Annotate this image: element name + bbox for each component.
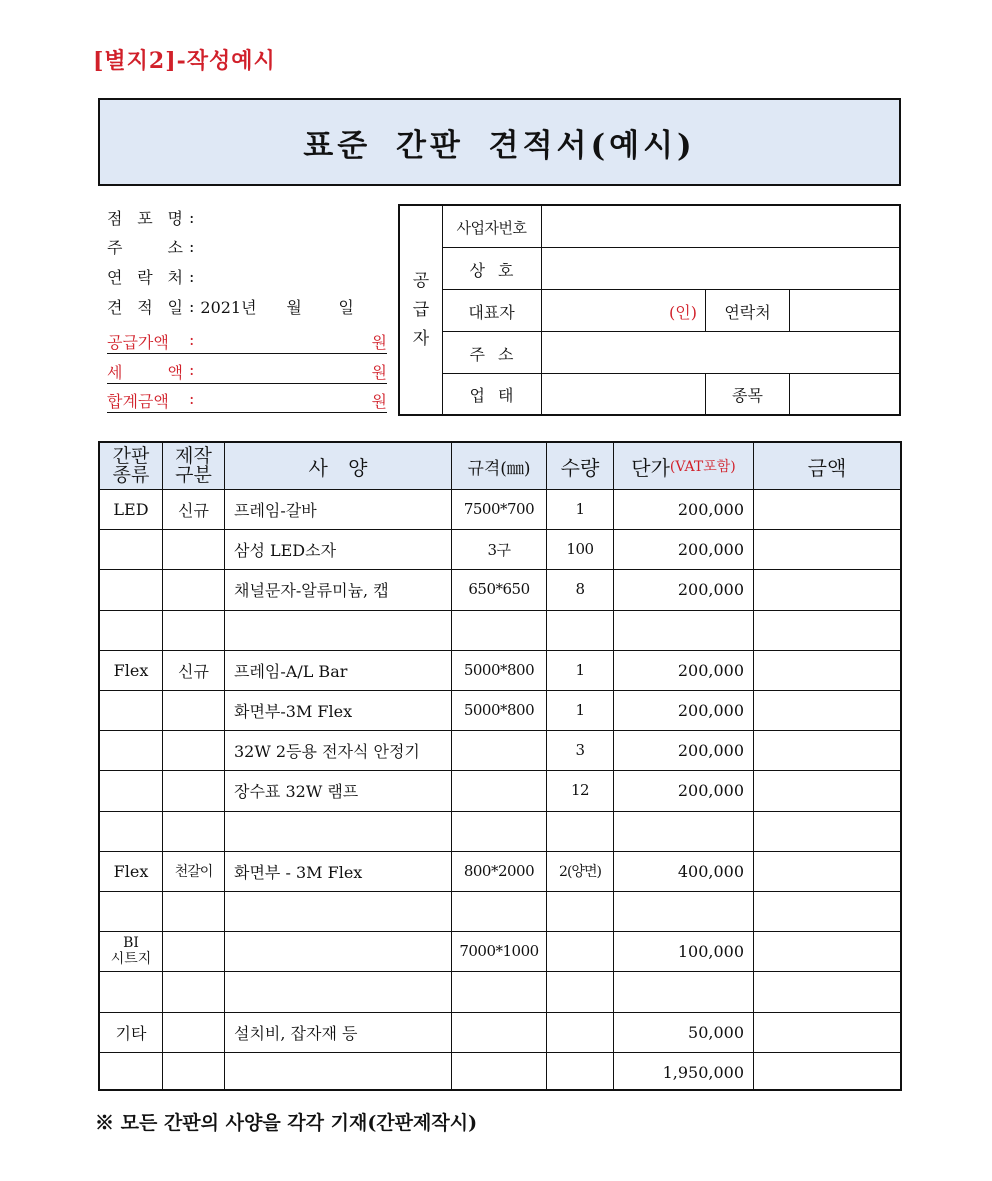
supply-amount-row bbox=[107, 329, 387, 354]
sign-type-line: BI bbox=[123, 935, 139, 951]
cell-amount bbox=[754, 610, 900, 650]
cell-production-type bbox=[163, 891, 224, 931]
document-title: 표준 간판 견적서(예시) bbox=[303, 127, 696, 164]
cell-size bbox=[452, 971, 546, 1011]
cell-spec bbox=[225, 931, 451, 971]
cell-production-type bbox=[163, 971, 224, 1011]
tax-amount-row bbox=[107, 359, 387, 384]
cell-quantity: 3 bbox=[575, 741, 585, 759]
store-name-label: 점 포 명 bbox=[107, 208, 183, 228]
cell-amount bbox=[754, 1052, 900, 1092]
cell-amount bbox=[754, 529, 900, 569]
cell-sign-type bbox=[100, 730, 162, 770]
total-amount-row bbox=[107, 388, 387, 413]
cell-production-type bbox=[163, 1052, 224, 1092]
seal-mark: (인) bbox=[669, 302, 697, 322]
month-label: 월 bbox=[286, 297, 302, 317]
cell-production-type: 천갈이 bbox=[174, 864, 213, 880]
vat-note: (VAT포함) bbox=[669, 459, 736, 475]
supplier-char: 공 bbox=[412, 270, 430, 291]
cell-unit-price: 50,000 bbox=[688, 1022, 744, 1042]
cell-production-type: 신규 bbox=[178, 500, 209, 520]
cell-spec: 프레임-A/L Bar bbox=[234, 661, 348, 681]
cell-amount bbox=[754, 770, 900, 810]
cell-sign-type bbox=[100, 770, 162, 810]
cell-amount bbox=[754, 851, 900, 891]
cell-size: 5000*800 bbox=[463, 701, 535, 719]
cell-amount bbox=[754, 650, 900, 690]
cell-sign-type bbox=[100, 569, 162, 609]
cell-production-type bbox=[163, 529, 224, 569]
cell-spec: 32W 2등용 전자식 안정기 bbox=[234, 741, 420, 761]
day-label: 일 bbox=[338, 297, 354, 317]
cell-sign-type bbox=[100, 811, 162, 851]
header-sign-type bbox=[100, 443, 162, 489]
won-unit: 원 bbox=[371, 391, 387, 411]
cell-size bbox=[452, 811, 546, 851]
cell-amount bbox=[754, 690, 900, 730]
table-header bbox=[100, 443, 900, 490]
sign-type-line: 시트지 bbox=[110, 951, 152, 967]
supplier-contact-value[interactable] bbox=[790, 290, 901, 332]
cell-size: 650*650 bbox=[468, 580, 530, 598]
header-text: 구분 bbox=[175, 464, 212, 486]
cell-spec: 설치비, 잡자재 등 bbox=[234, 1023, 358, 1043]
cell-size: 3구 bbox=[487, 540, 511, 559]
cell-production-type bbox=[163, 569, 224, 609]
cell-amount bbox=[754, 891, 900, 931]
cell-sign-type: Flex bbox=[113, 861, 149, 881]
cell-spec: 화면부 - 3M Flex bbox=[234, 862, 363, 882]
cell-spec bbox=[225, 811, 451, 851]
cell-quantity bbox=[547, 971, 613, 1011]
cell-size: 5000*800 bbox=[463, 661, 535, 679]
colon: : bbox=[189, 359, 195, 379]
cell-sign-type bbox=[100, 931, 162, 971]
header-size: 규격(㎜) bbox=[467, 458, 531, 479]
cell-unit-price: 400,000 bbox=[677, 861, 744, 881]
address-label: 주 소 bbox=[107, 237, 183, 257]
colon: : bbox=[189, 329, 195, 349]
cell-unit-price: 1,950,000 bbox=[662, 1062, 744, 1082]
cell-sign-type bbox=[100, 891, 162, 931]
cell-quantity: 8 bbox=[575, 580, 585, 598]
cell-production-type bbox=[163, 610, 224, 650]
cell-unit-price: 200,000 bbox=[677, 499, 744, 519]
cell-unit-price bbox=[614, 811, 753, 851]
colon: : bbox=[189, 296, 195, 316]
cell-quantity: 12 bbox=[570, 781, 590, 799]
business-item-value[interactable] bbox=[790, 374, 901, 414]
title-banner bbox=[98, 98, 901, 186]
cell-quantity bbox=[547, 931, 613, 971]
footnote: ※ 모든 간판의 사양을 각각 기재(간판제작시) bbox=[95, 1112, 478, 1134]
cell-amount bbox=[754, 489, 900, 529]
cell-spec: 프레임-갈바 bbox=[234, 500, 317, 520]
header-spec: 사 양 bbox=[308, 455, 368, 480]
cell-amount bbox=[754, 1012, 900, 1052]
cell-size: 7500*700 bbox=[463, 500, 535, 518]
supplier-table bbox=[398, 204, 901, 416]
cell-size: 800*2000 bbox=[463, 862, 535, 880]
supplier-address-value[interactable] bbox=[542, 332, 901, 374]
supplier-contact-label: 연락처 bbox=[724, 302, 771, 322]
cell-size bbox=[452, 1012, 546, 1052]
cell-sign-type: 기타 bbox=[115, 1023, 147, 1043]
won-unit: 원 bbox=[371, 362, 387, 382]
address-row bbox=[107, 234, 194, 258]
cell-quantity bbox=[547, 610, 613, 650]
supplier-char: 자 bbox=[412, 328, 430, 349]
cell-size bbox=[452, 730, 546, 770]
header-text: 단가 bbox=[631, 455, 670, 480]
cell-size bbox=[452, 770, 546, 810]
cell-sign-type: Flex bbox=[113, 660, 149, 680]
total-amount-label: 합계금액 bbox=[107, 391, 169, 411]
cell-quantity bbox=[547, 1012, 613, 1052]
year-value: 2021년 bbox=[200, 297, 257, 317]
header-quantity: 수량 bbox=[560, 455, 600, 480]
form-heading: [별지2]-작성예시 bbox=[93, 48, 276, 74]
cell-unit-price bbox=[614, 610, 753, 650]
colon: : bbox=[189, 388, 195, 408]
cell-production-type bbox=[163, 1012, 224, 1052]
header-unit-price bbox=[614, 443, 753, 489]
cell-unit-price: 200,000 bbox=[677, 780, 744, 800]
estimate-table bbox=[98, 441, 902, 1091]
supplier-char: 급 bbox=[412, 299, 430, 320]
cell-size bbox=[452, 1052, 546, 1092]
cell-spec: 삼성 LED소자 bbox=[234, 540, 337, 560]
cell-quantity: 1 bbox=[575, 500, 585, 518]
business-type-value[interactable] bbox=[542, 374, 705, 414]
header-text: 제작 bbox=[175, 445, 212, 467]
cell-amount bbox=[754, 569, 900, 609]
tax-amount-label: 세 액 bbox=[107, 362, 183, 382]
colon: : bbox=[189, 266, 195, 286]
cell-size bbox=[452, 891, 546, 931]
colon: : bbox=[189, 236, 195, 256]
contact-row bbox=[107, 264, 194, 288]
cell-production-type bbox=[163, 730, 224, 770]
cell-spec: 채널문자-알류미늄, 캡 bbox=[234, 580, 389, 600]
cell-amount bbox=[754, 730, 900, 770]
cell-amount bbox=[754, 811, 900, 851]
cell-unit-price bbox=[614, 971, 753, 1011]
cell-spec bbox=[225, 610, 451, 650]
cell-quantity: 2(양면) bbox=[559, 864, 601, 880]
cell-spec bbox=[225, 891, 451, 931]
company-label: 상 호 bbox=[469, 260, 514, 280]
estimate-date-label: 견 적 일 bbox=[107, 297, 183, 317]
header-text: 간판 bbox=[112, 445, 150, 467]
cell-sign-type bbox=[100, 529, 162, 569]
won-unit: 원 bbox=[371, 332, 387, 352]
cell-sign-type bbox=[100, 610, 162, 650]
cell-amount bbox=[754, 971, 900, 1011]
cell-unit-price: 200,000 bbox=[677, 539, 744, 559]
business-item-label: 종목 bbox=[732, 385, 763, 405]
cell-production-type bbox=[163, 770, 224, 810]
cell-size bbox=[452, 610, 546, 650]
cell-sign-type bbox=[100, 971, 162, 1011]
cell-unit-price: 200,000 bbox=[677, 740, 744, 760]
cell-sign-type bbox=[100, 1052, 162, 1092]
cell-spec bbox=[225, 1052, 451, 1092]
cell-unit-price: 200,000 bbox=[677, 579, 744, 599]
cell-unit-price: 200,000 bbox=[677, 660, 744, 680]
contact-label: 연 락 처 bbox=[107, 267, 183, 287]
company-value[interactable] bbox=[542, 248, 901, 290]
representative-label: 대표자 bbox=[468, 302, 515, 322]
header-production-type bbox=[163, 443, 224, 489]
biz-number-label: 사업자번호 bbox=[456, 218, 527, 237]
biz-number-value[interactable] bbox=[542, 206, 901, 248]
cell-unit-price: 200,000 bbox=[677, 700, 744, 720]
supplier-address-label: 주 소 bbox=[469, 344, 514, 364]
supply-amount-label: 공급가액 bbox=[107, 332, 169, 352]
cell-amount bbox=[754, 931, 900, 971]
cell-production-type bbox=[163, 690, 224, 730]
cell-unit-price bbox=[614, 891, 753, 931]
cell-size: 7000*1000 bbox=[459, 942, 539, 960]
cell-spec bbox=[225, 971, 451, 1011]
cell-production-type bbox=[163, 931, 224, 971]
cell-unit-price: 100,000 bbox=[677, 941, 744, 961]
store-name-row bbox=[107, 205, 194, 229]
header-amount: 금액 bbox=[807, 455, 847, 480]
cell-spec: 장수표 32W 램프 bbox=[234, 781, 359, 801]
cell-quantity bbox=[547, 811, 613, 851]
cell-quantity bbox=[547, 891, 613, 931]
estimate-date-row bbox=[107, 294, 354, 318]
cell-sign-type bbox=[100, 690, 162, 730]
cell-quantity: 1 bbox=[575, 661, 585, 679]
cell-production-type: 신규 bbox=[178, 661, 209, 681]
cell-quantity: 100 bbox=[566, 540, 594, 558]
cell-quantity bbox=[547, 1052, 613, 1092]
header-text: 종류 bbox=[112, 464, 150, 486]
business-type-label: 업 태 bbox=[469, 385, 514, 405]
cell-production-type bbox=[163, 811, 224, 851]
colon: : bbox=[189, 207, 195, 227]
cell-quantity: 1 bbox=[575, 701, 585, 719]
supplier-vertical-label bbox=[400, 206, 443, 414]
cell-sign-type: LED bbox=[113, 499, 149, 519]
cell-spec: 화면부-3M Flex bbox=[234, 701, 353, 721]
